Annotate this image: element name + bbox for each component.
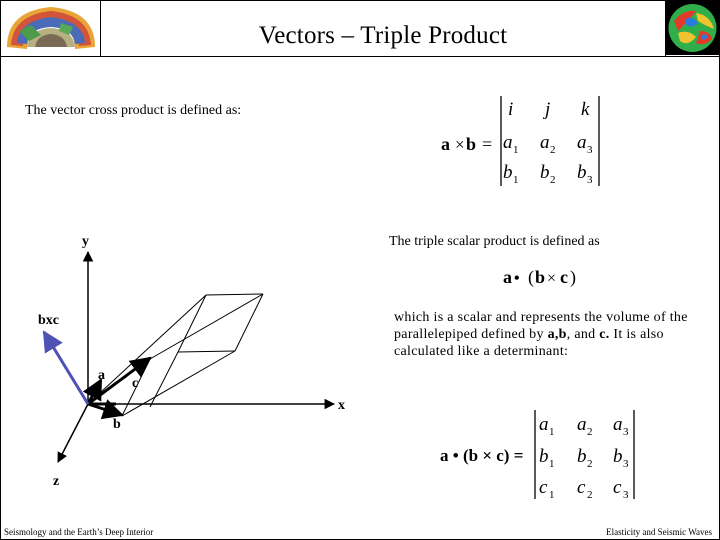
triple-product-intro: The triple scalar product is defined as bbox=[389, 234, 600, 249]
a3-subscript: 3 bbox=[587, 144, 593, 156]
b3-subscript: 3 bbox=[587, 174, 593, 186]
formula-c: c bbox=[560, 267, 568, 287]
z-axis bbox=[58, 404, 88, 462]
parallelepiped-diagram bbox=[38, 234, 345, 489]
b3-base: b bbox=[577, 162, 587, 183]
footer-course-title: Seismology and the Earth’s Deep Interior bbox=[4, 527, 154, 537]
a1-subscript: 1 bbox=[513, 144, 519, 156]
x-axis-label: x bbox=[338, 398, 345, 413]
triple-product-determinant bbox=[440, 410, 634, 501]
vector-b-cross-c bbox=[44, 332, 88, 404]
cross-product-formula bbox=[441, 96, 599, 186]
z-axis-label: z bbox=[53, 474, 60, 489]
formula-b: b bbox=[535, 267, 546, 287]
formula-cross: × bbox=[547, 270, 557, 287]
basis-i: i bbox=[508, 99, 514, 120]
vector-b bbox=[88, 404, 122, 415]
d-b3-subscript: 3 bbox=[623, 458, 629, 470]
a3-base: a bbox=[577, 132, 587, 153]
formula-lparen: ( bbox=[528, 267, 534, 287]
d-a3: a bbox=[613, 414, 623, 435]
explanation-text: , and bbox=[566, 327, 600, 342]
y-axis-label: y bbox=[82, 234, 89, 249]
d-b1-subscript: 1 bbox=[549, 458, 555, 470]
d-c1: c bbox=[539, 477, 548, 498]
cross-product-intro: The vector cross product is defined as: bbox=[25, 103, 242, 118]
d-b2: b bbox=[577, 446, 587, 467]
basis-k: k bbox=[581, 99, 590, 120]
a2-base: a bbox=[540, 132, 550, 153]
lhs-a: a bbox=[441, 134, 450, 154]
parallelepiped-edges bbox=[88, 294, 263, 416]
formula-rparen: ) bbox=[570, 267, 576, 287]
explanation-text: which is a scalar and represents the volume of the parallelepiped defined by bbox=[394, 310, 688, 342]
d-c1-subscript: 1 bbox=[549, 489, 555, 501]
b2-subscript: 2 bbox=[550, 174, 556, 186]
triple-lhs: a • (b × c) = bbox=[440, 446, 524, 465]
vector-b-label: b bbox=[113, 417, 121, 432]
d-b2-subscript: 2 bbox=[587, 458, 593, 470]
lhs-b: b bbox=[466, 134, 477, 154]
explanation-ab: a,b bbox=[547, 327, 567, 342]
a1-base: a bbox=[503, 132, 513, 153]
b1-base: b bbox=[503, 162, 513, 183]
d-a2: a bbox=[577, 414, 587, 435]
a2-subscript: 2 bbox=[550, 144, 556, 156]
b-cross-c-label: bxc bbox=[38, 313, 59, 328]
explanation-text: It is also calculated like a determinant: bbox=[394, 327, 664, 359]
d-c3: c bbox=[613, 477, 622, 498]
formula-dot: • bbox=[514, 270, 520, 287]
d-b1: b bbox=[539, 446, 549, 467]
d-a3-subscript: 3 bbox=[623, 426, 629, 438]
b2-base: b bbox=[540, 162, 550, 183]
explanation-c: c. bbox=[599, 327, 610, 342]
triple-product-formula bbox=[503, 267, 576, 288]
d-c3-subscript: 3 bbox=[623, 489, 629, 501]
d-a1-subscript: 1 bbox=[549, 426, 555, 438]
footer-chapter-title: Elasticity and Seismic Waves bbox=[606, 527, 712, 537]
page-title: Vectors – Triple Product bbox=[258, 22, 508, 49]
b1-subscript: 1 bbox=[513, 174, 519, 186]
vector-c-label: c bbox=[132, 376, 139, 391]
equals-sign: = bbox=[482, 134, 493, 154]
d-c2-subscript: 2 bbox=[587, 489, 593, 501]
lhs-cross-operator: × bbox=[455, 135, 465, 154]
d-c2: c bbox=[577, 477, 586, 498]
d-a1: a bbox=[539, 414, 549, 435]
d-a2-subscript: 2 bbox=[587, 426, 593, 438]
formula-a: a bbox=[503, 267, 512, 287]
d-b3: b bbox=[613, 446, 623, 467]
basis-j: j bbox=[545, 99, 551, 120]
vector-a-label: a bbox=[98, 368, 105, 383]
